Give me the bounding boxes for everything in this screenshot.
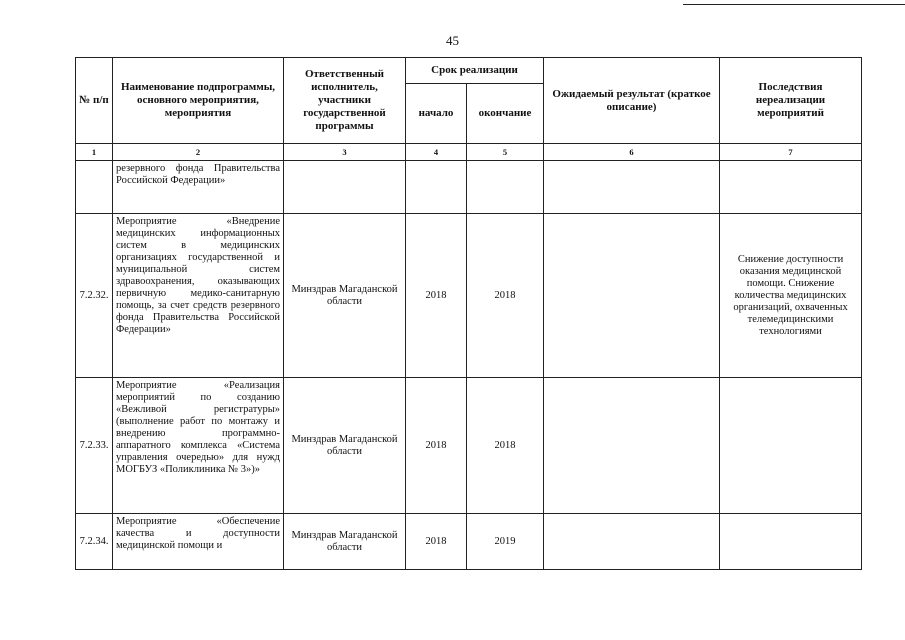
page-number: 45 [446, 33, 459, 48]
column-number: 3 [284, 144, 406, 161]
row-number: 7.2.34. [76, 514, 113, 570]
row-consequences [720, 161, 862, 214]
row-consequences [720, 378, 862, 514]
row-result [544, 378, 720, 514]
column-numbers-row [76, 144, 862, 161]
row-start-year: 2018 [406, 214, 467, 378]
header-result: Ожидаемый результат (краткое описание) [544, 58, 720, 144]
table-row [76, 514, 862, 570]
row-start-year: 2018 [406, 514, 467, 570]
column-number: 6 [544, 144, 720, 161]
column-number: 5 [467, 144, 544, 161]
row-executor: Минздрав Магаданской области [284, 378, 406, 514]
row-result [544, 214, 720, 378]
row-executor: Минздрав Магаданской области [284, 514, 406, 570]
program-table [75, 57, 862, 570]
column-number: 7 [720, 144, 862, 161]
header-end: окончание [467, 84, 544, 144]
row-number: 7.2.33. [76, 378, 113, 514]
row-executor: Минздрав Магаданской области [284, 214, 406, 378]
row-start-year: 2018 [406, 378, 467, 514]
row-name: резервного фонда Правительства Российской Федерации» [113, 161, 284, 214]
column-number: 4 [406, 144, 467, 161]
row-end-year [467, 161, 544, 214]
header-period: Срок реализации [406, 58, 544, 84]
row-name: Мероприятие «Реализация мероприятий по созданию «Вежливой регистратуры» (выполнение работ по монтажу и внедрению программно-аппаратного комплекса «Система управления очередью» для нужд МОГБУЗ «Поликлиника № 3»)» [113, 378, 284, 514]
table-row [76, 161, 862, 214]
row-result [544, 161, 720, 214]
header-consequences: Последствия нереализации мероприятий [720, 58, 862, 144]
header-exec: Ответственный исполнитель, участники государственной программы [284, 58, 406, 144]
row-consequences: Снижение доступности оказания медицинской помощи. Снижение количества медицинских организаций, охваченных телемедицинскими технологиями [720, 214, 862, 378]
row-end-year: 2018 [467, 378, 544, 514]
header-start: начало [406, 84, 467, 144]
column-number: 1 [76, 144, 113, 161]
header-name: Наименование подпрограммы, основного мероприятия, мероприятия [113, 58, 284, 144]
row-end-year: 2018 [467, 214, 544, 378]
row-result [544, 514, 720, 570]
row-number [76, 161, 113, 214]
header-num: № п/п [76, 58, 113, 144]
row-consequences [720, 514, 862, 570]
row-executor [284, 161, 406, 214]
column-number: 2 [113, 144, 284, 161]
table-row [76, 214, 862, 378]
row-end-year: 2019 [467, 514, 544, 570]
row-number: 7.2.32. [76, 214, 113, 378]
row-start-year [406, 161, 467, 214]
row-name: Мероприятие «Обеспечение качества и доступности медицинской помощи и [113, 514, 284, 570]
table-row [76, 378, 862, 514]
top-rule [683, 4, 905, 5]
row-name: Мероприятие «Внедрение медицинских информационных систем в медицинских организациях государственной и муниципальной систем здравоохранения, оказывающих первичную медико-санитарную помощь, за счет средств резервного фонда Правительства Российской Федерации» [113, 214, 284, 378]
